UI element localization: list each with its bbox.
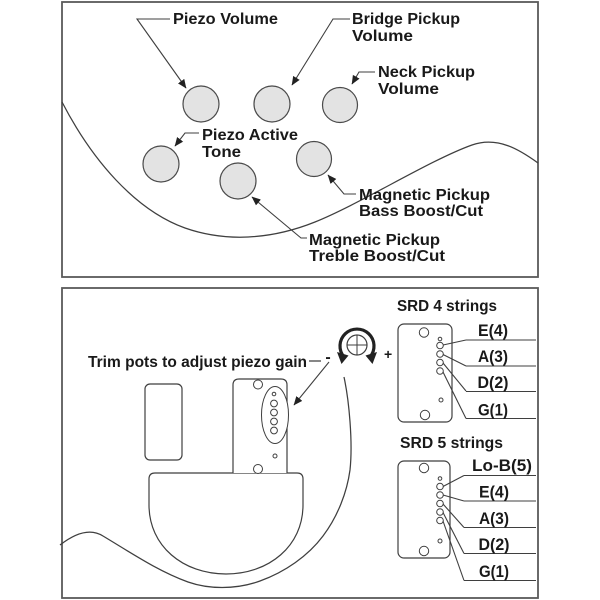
srd4-pilot-hole xyxy=(438,337,442,341)
srd5-trim-pot-5 xyxy=(437,517,444,524)
trim-pot xyxy=(271,400,278,407)
srd5-trim-pot-1 xyxy=(437,483,444,490)
trim-pot xyxy=(271,427,278,434)
trim-pot xyxy=(271,418,278,425)
magnetic-bass-label: Magnetic Pickup xyxy=(359,187,491,204)
srd5-string-label: A(3) xyxy=(479,509,509,528)
srd4-pilot-hole-low xyxy=(439,398,443,402)
neck-pickup-volume-knob xyxy=(323,88,358,123)
trim-pot-panel xyxy=(60,288,538,598)
plus-gain-label: + xyxy=(384,346,393,362)
bridge-screw-hole xyxy=(254,465,263,474)
piezo-volume-label: Piezo Volume xyxy=(173,11,279,28)
bridge-plate xyxy=(233,379,289,474)
srd4-trim-pot-1 xyxy=(437,342,444,349)
minus-gain-label: - xyxy=(325,349,331,366)
srd5-screw-hole-top xyxy=(419,463,428,472)
srd5-string-label: D(2) xyxy=(478,535,510,554)
magnetic-bass-label-line2: Bass Boost/Cut xyxy=(359,203,484,220)
piezo-active-tone-knob xyxy=(143,146,179,182)
piezo-active-tone-label: Piezo Active xyxy=(202,127,299,144)
magnetic-treble-knob xyxy=(220,163,256,199)
magnetic-bass-knob xyxy=(297,142,332,177)
srd5-screw-hole-bottom xyxy=(419,546,428,555)
srd4-trim-pot-4 xyxy=(437,368,444,375)
piezo-active-tone-label-line2: Tone xyxy=(202,144,242,161)
trim-pot xyxy=(271,409,278,416)
srd5-string-label: E(4) xyxy=(479,482,509,502)
magnetic-treble-label-line2: Treble Boost/Cut xyxy=(309,248,446,265)
srd5-string-label: Lo-B(5) xyxy=(472,456,532,475)
neck-pickup-volume-label-line2: Volume xyxy=(378,81,440,98)
srd5-trim-pot-3 xyxy=(437,500,444,507)
neck-pickup-shape xyxy=(145,384,182,460)
srd5-trim-pot-4 xyxy=(437,509,444,516)
srd4-trim-pot-2 xyxy=(437,351,444,358)
srd5-trim-pot-2 xyxy=(437,492,444,499)
srd4-string-label: A(3) xyxy=(478,347,508,366)
pilot-hole xyxy=(272,392,276,396)
srd4-screw-hole-top xyxy=(419,328,428,337)
control-layout-panel xyxy=(62,2,538,277)
trim-pots-label: Trim pots to adjust piezo gain xyxy=(88,354,307,371)
pilot-hole xyxy=(273,454,277,458)
srd5-pilot-hole xyxy=(438,477,442,481)
srd4-string-label: D(2) xyxy=(477,373,509,392)
srd4-screw-hole-bottom xyxy=(420,410,429,419)
srd5-string-label: G(1) xyxy=(479,562,509,581)
bridge-pickup-volume-knob xyxy=(254,86,290,122)
bridge-screw-hole xyxy=(254,380,263,389)
srd5-title: SRD 5 strings xyxy=(400,435,503,452)
piezo-volume-knob xyxy=(183,86,219,122)
srd4-title: SRD 4 strings xyxy=(397,298,497,315)
bridge-pickup-volume-label: Bridge Pickup xyxy=(352,11,461,28)
srd4-string-label: G(1) xyxy=(478,400,508,420)
magnetic-treble-label: Magnetic Pickup xyxy=(309,232,441,249)
srd4-string-label: E(4) xyxy=(478,321,508,340)
neck-pickup-volume-label: Neck Pickup xyxy=(378,64,476,81)
srd4-trim-pot-3 xyxy=(437,359,444,366)
srd5-pilot-hole-low xyxy=(438,539,442,543)
top-panel-border xyxy=(62,2,538,277)
phillips-screw-icon xyxy=(347,335,367,355)
bridge-pickup-volume-label-line2: Volume xyxy=(352,28,414,45)
